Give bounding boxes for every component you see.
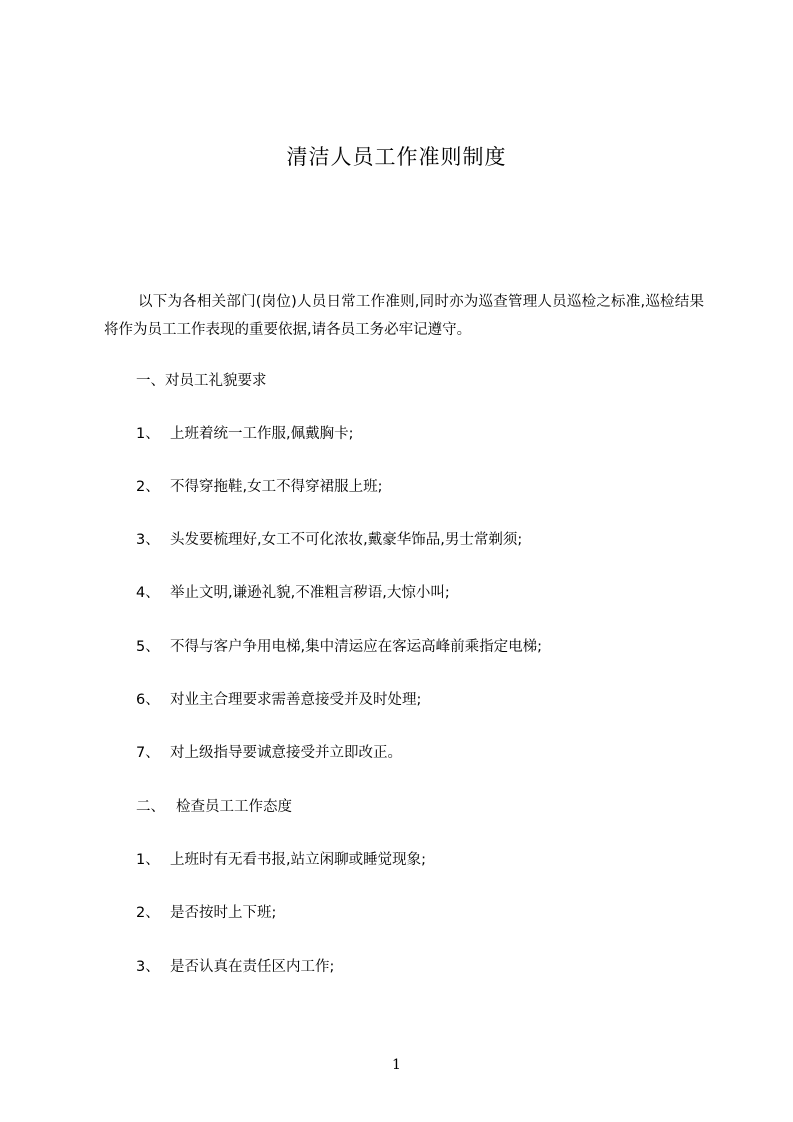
- item-text: 头发要梳理好,女工不可化浓妆,戴豪华饰品,男士常剃须;: [170, 532, 523, 548]
- section-1-heading: 一、对员工礼貌要求: [136, 373, 267, 389]
- item-text: 对业主合理要求需善意接受并及时处理;: [170, 692, 422, 708]
- section-title: 检查员工工作态度: [176, 799, 292, 815]
- item-number: 3、: [136, 959, 160, 975]
- document-title: 清洁人员工作准则制度: [286, 145, 507, 169]
- section-number: 二、: [136, 799, 165, 815]
- item-number: 1、: [136, 426, 160, 442]
- item-number: 1、: [136, 852, 160, 868]
- item-number: 3、: [136, 532, 160, 548]
- item-text: 举止文明,谦逊礼貌,不准粗言秽语,大惊小叫;: [170, 585, 450, 601]
- item-text: 上班着统一工作服,佩戴胸卡;: [170, 426, 354, 442]
- item-text: 不得与客户争用电梯,集中清运应在客运高峰前乘指定电梯;: [170, 639, 542, 655]
- page-number: 1: [392, 1057, 401, 1073]
- intro-paragraph: 以下为各相关部门(岗位)人员日常工作准则,同时亦为巡查管理人员巡检之标准,巡检结果将作为员工工作表现的重要依据,请各员工务必牢记遵守。: [104, 294, 704, 338]
- item-text: 不得穿拖鞋,女工不得穿裙服上班;: [170, 479, 383, 495]
- item-number: 6、: [136, 692, 160, 708]
- item-text: 是否认真在责任区内工作;: [170, 959, 335, 975]
- item-text: 是否按时上下班;: [170, 905, 277, 921]
- item-number: 5、: [136, 639, 160, 655]
- item-number: 2、: [136, 479, 160, 495]
- item-number: 2、: [136, 905, 160, 921]
- item-text: 对上级指导要诚意接受并立即改正。: [170, 745, 402, 761]
- item-number: 4、: [136, 585, 160, 601]
- item-number: 7、: [136, 745, 160, 761]
- item-text: 上班时有无看书报,站立闲聊或睡觉现象;: [170, 852, 426, 868]
